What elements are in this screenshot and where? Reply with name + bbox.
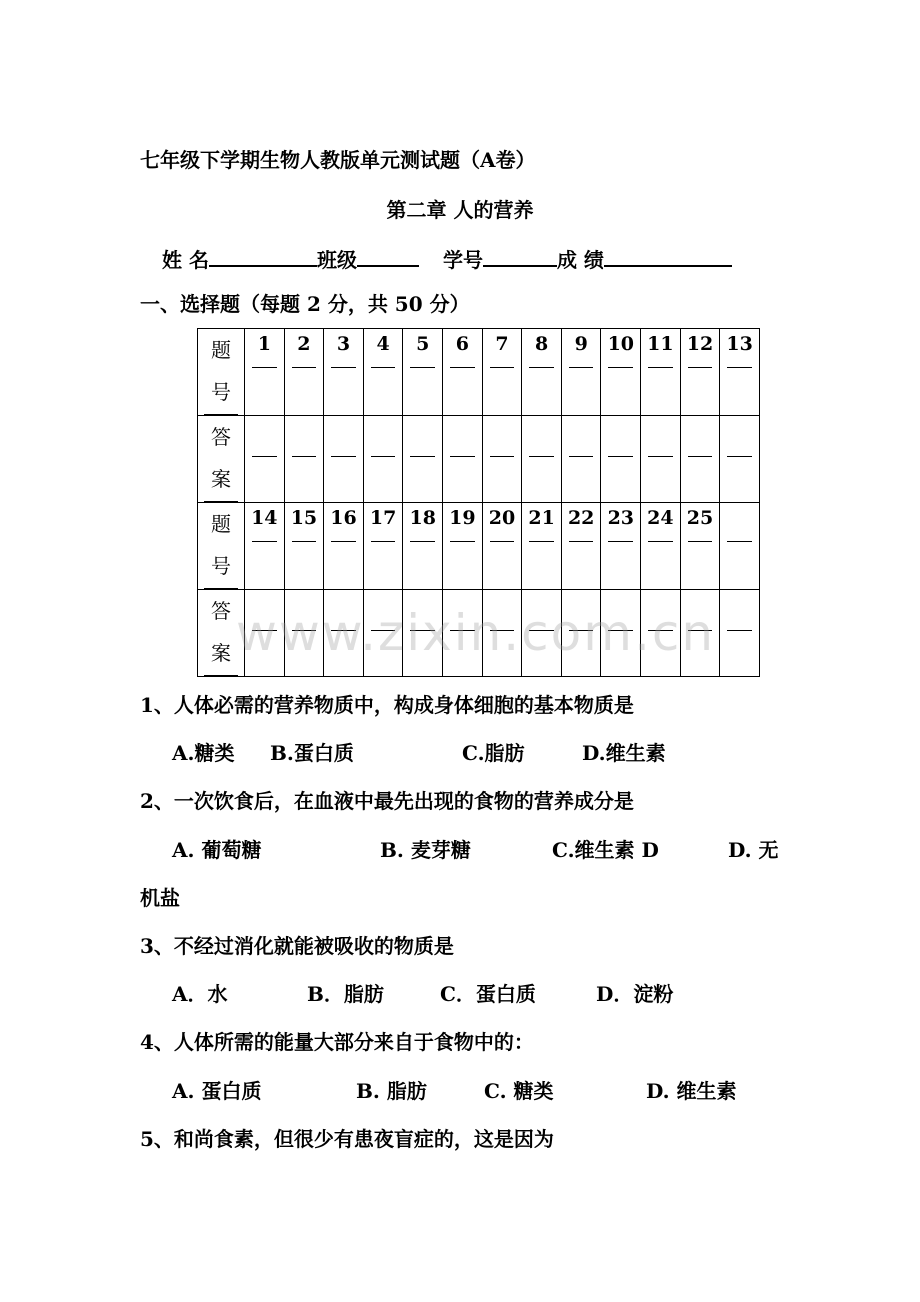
watermark-text: www.zixin.com.cn (236, 604, 716, 662)
question-number: 21 (528, 507, 555, 529)
number-cell (482, 329, 522, 416)
answer-cell[interactable] (720, 590, 760, 677)
question-number-row-2 (198, 503, 760, 590)
question-3-option-d[interactable]: D．淀粉 (596, 982, 674, 1006)
question-number: 19 (449, 507, 476, 529)
question-number-header (198, 503, 245, 590)
id-blank[interactable] (483, 243, 557, 267)
question-number: 1 (257, 333, 271, 355)
number-cell (443, 329, 483, 416)
answer-header (198, 416, 245, 503)
question-2-text: 2、一次饮食后，在血液中最先出现的食物的营养成分是 (140, 789, 634, 813)
number-cell (561, 503, 601, 590)
question-number: 18 (409, 507, 436, 529)
number-cell (680, 329, 720, 416)
answer-cell[interactable] (245, 416, 285, 503)
answer-cell[interactable] (482, 416, 522, 503)
question-number: 23 (607, 507, 635, 529)
question-number: 12 (686, 333, 714, 355)
class-label: 班级 (316, 248, 357, 272)
question-number: 16 (330, 507, 357, 529)
question-number: 6 (455, 333, 469, 355)
number-cell (522, 329, 562, 416)
question-1-option-b[interactable]: B.蛋白质 (270, 741, 354, 765)
question-4-option-b[interactable]: B. 脂肪 (356, 1079, 427, 1103)
page-title: 七年级下学期生物人教版单元测试题（A卷） (140, 148, 536, 172)
answer-cell[interactable] (720, 416, 760, 503)
question-number: 11 (647, 333, 674, 355)
question-3-option-a[interactable]: A．水 (172, 982, 228, 1006)
number-cell (482, 503, 522, 590)
score-label: 成 绩 (556, 248, 604, 272)
header-char: 案 (211, 467, 231, 491)
question-number: 10 (607, 333, 635, 355)
number-cell (324, 503, 364, 590)
header-char: 号 (211, 380, 231, 404)
question-number: 7 (495, 333, 509, 355)
number-cell (245, 329, 285, 416)
question-1-option-c[interactable]: C.脂肪 (462, 741, 525, 765)
number-cell (641, 503, 681, 590)
question-number: 20 (488, 507, 516, 529)
student-info-line (162, 243, 732, 274)
answer-cell[interactable] (601, 416, 641, 503)
question-number: 5 (416, 333, 430, 355)
number-cell (284, 329, 324, 416)
question-4-option-c[interactable]: C. 糖类 (484, 1079, 554, 1103)
question-3-option-c[interactable]: C．蛋白质 (440, 982, 536, 1006)
name-blank[interactable] (209, 243, 317, 267)
question-number: 15 (290, 507, 318, 529)
number-cell (601, 503, 641, 590)
number-cell (720, 329, 760, 416)
number-cell (601, 329, 641, 416)
header-char: 题 (211, 338, 231, 362)
question-number: 4 (376, 333, 390, 355)
question-1-option-d[interactable]: D.维生素 (582, 741, 666, 765)
header-char: 题 (211, 512, 231, 536)
question-number: 8 (534, 333, 549, 355)
question-4-text: 4、人体所需的能量大部分来自于食物中的： (140, 1030, 534, 1054)
number-cell (403, 329, 443, 416)
question-3-text: 3、不经过消化就能被吸收的物质是 (140, 934, 454, 958)
question-number: 22 (567, 507, 595, 529)
question-1-option-a[interactable]: A.糖类 (172, 741, 235, 765)
number-cell (363, 503, 403, 590)
question-number: 2 (297, 333, 311, 355)
name-label: 姓 名 (162, 248, 209, 272)
answer-cell[interactable] (363, 416, 403, 503)
number-cell (245, 503, 285, 590)
number-cell (324, 329, 364, 416)
question-5-text: 5、和尚食素，但很少有患夜盲症的，这是因为 (140, 1127, 554, 1151)
question-4-option-a[interactable]: A. 蛋白质 (172, 1079, 262, 1103)
question-2-option-d[interactable]: D. 无 (728, 838, 779, 862)
header-char: 案 (211, 641, 231, 665)
answer-cell[interactable] (680, 416, 720, 503)
class-blank[interactable] (357, 243, 419, 267)
answer-row-1 (198, 416, 760, 503)
answer-cell[interactable] (284, 416, 324, 503)
chapter-title: 第二章 人的营养 (386, 198, 534, 222)
question-number-header (198, 329, 245, 416)
question-number: 3 (336, 333, 351, 355)
header-char: 答 (211, 425, 231, 449)
question-number: 9 (574, 333, 588, 355)
question-number: 13 (726, 333, 753, 355)
number-cell (284, 503, 324, 590)
score-blank[interactable] (604, 243, 732, 267)
header-char: 答 (211, 599, 231, 623)
answer-cell[interactable] (522, 416, 562, 503)
question-2-option-a[interactable]: A. 葡萄糖 (172, 838, 262, 862)
number-cell (641, 329, 681, 416)
question-number: 17 (369, 507, 397, 529)
question-number: 24 (647, 507, 674, 529)
number-cell (680, 503, 720, 590)
answer-cell[interactable] (561, 416, 601, 503)
question-2-option-b[interactable]: B. 麦芽糖 (380, 838, 471, 862)
question-number-row-1 (198, 329, 760, 416)
answer-cell[interactable] (324, 416, 364, 503)
number-cell (443, 503, 483, 590)
number-cell (403, 503, 443, 590)
answer-cell[interactable] (641, 416, 681, 503)
question-number: 14 (251, 507, 278, 529)
question-4-option-d[interactable]: D. 维生素 (646, 1079, 737, 1103)
question-number: 25 (686, 507, 714, 529)
header-char: 号 (211, 554, 231, 578)
number-cell (561, 329, 601, 416)
answer-cell[interactable] (443, 416, 483, 503)
question-3-option-b[interactable]: B．脂肪 (307, 982, 384, 1006)
question-2-continuation: 机盐 (140, 886, 180, 910)
number-cell (720, 503, 760, 590)
question-1-text: 1、人体必需的营养物质中，构成身体细胞的基本物质是 (140, 693, 634, 717)
number-cell (522, 503, 562, 590)
id-label: 学号 (442, 248, 483, 272)
number-cell (363, 329, 403, 416)
section-heading: 一、选择题（每题 2 分，共 50 分） (140, 292, 470, 316)
answer-cell[interactable] (403, 416, 443, 503)
question-2-option-c[interactable]: C.维生素 D (552, 838, 659, 862)
